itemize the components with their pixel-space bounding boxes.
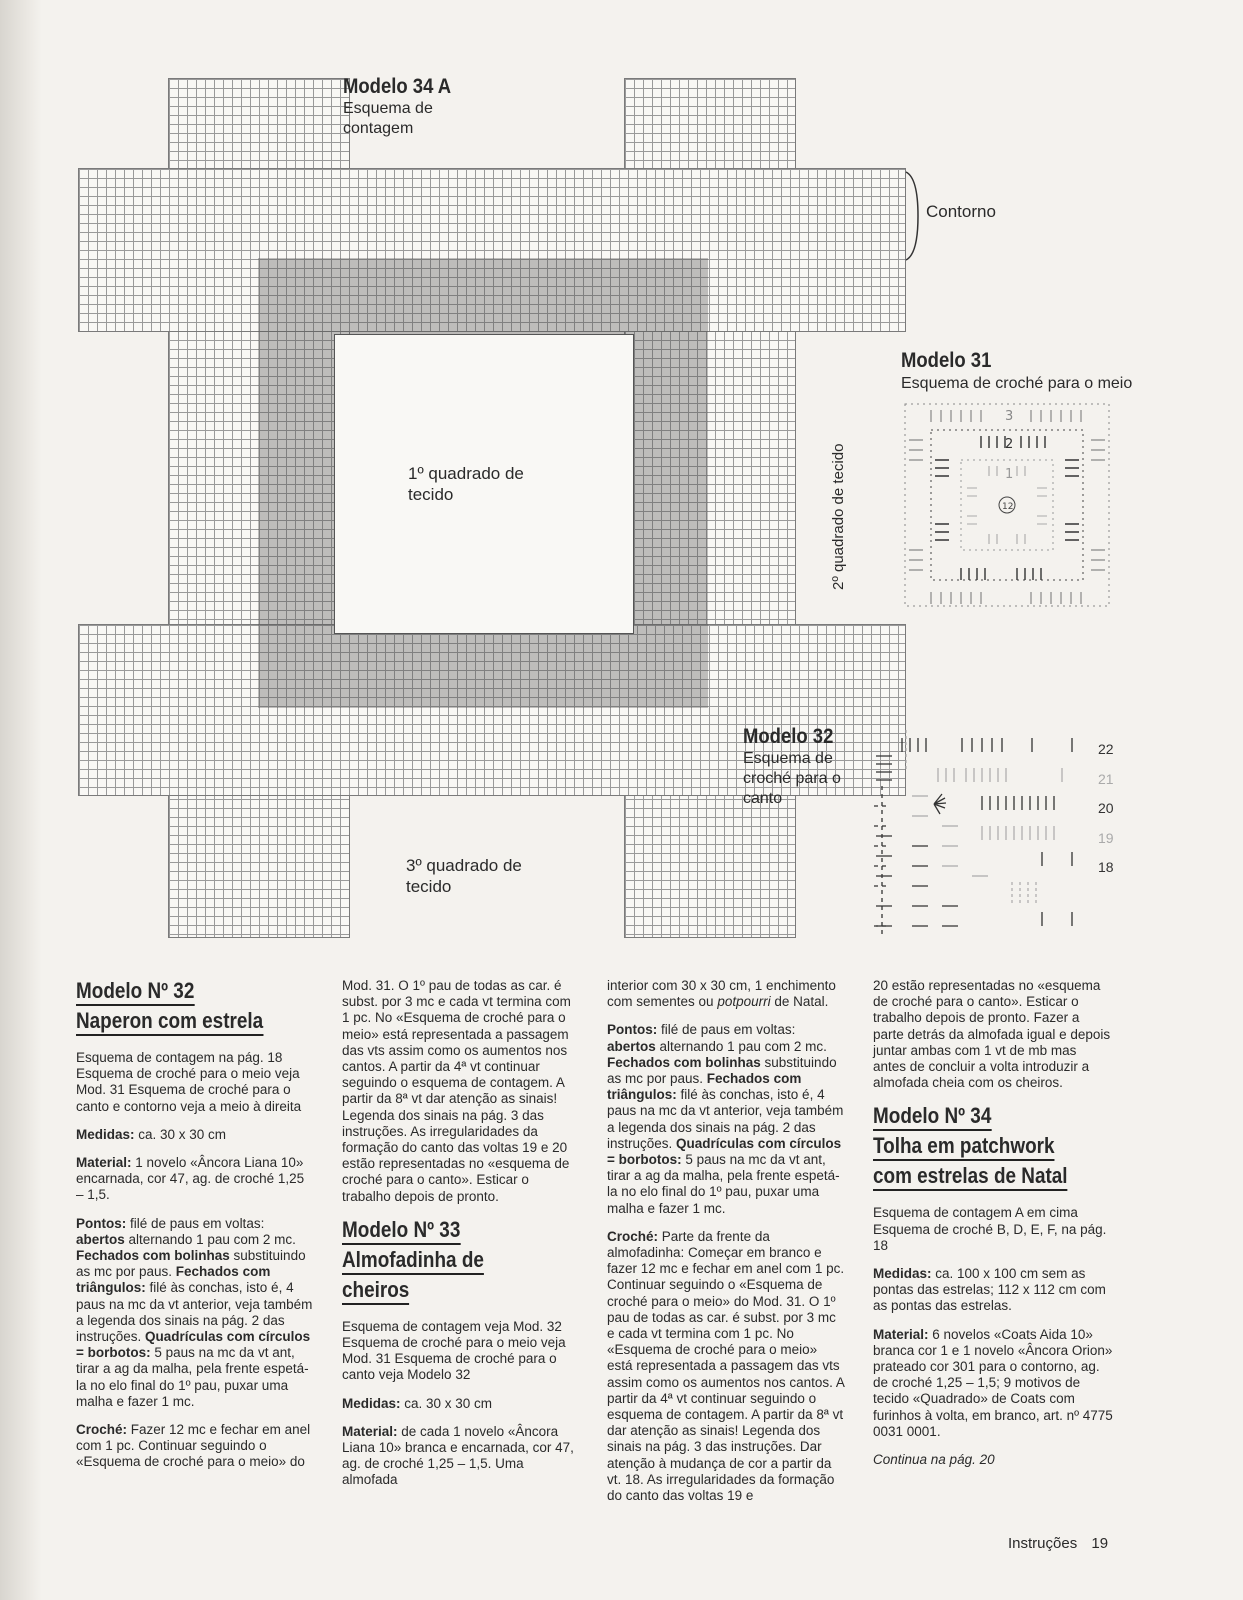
q3-label-a: 3º quadrado de [406, 856, 522, 875]
m34-continua: Continua na pág. 20 [873, 1452, 995, 1468]
row-19: 19 [1098, 829, 1114, 846]
row-21: 21 [1098, 770, 1114, 787]
m33-heading-1: Modelo Nº 33 [342, 1217, 460, 1245]
m32-material: Material: 1 novelo «Âncora Liana 10» encarnada, cor 47, ag. de croché 1,25 – 1,5. [76, 1155, 305, 1203]
m31-title: Modelo 31 [901, 349, 992, 372]
m33-pontos: Pontos: filé de paus em voltas: abertos alternando 1 pau com 2 mc. Fechados com bolinhas substituindo as mc por paus. Fechados com triângulos: filé às conchas, isto é, 4 paus na mc da vt anterior, veja também a legenda dos sinais na pág. 2 das instruções. Quadrículas com círculos = borbotos: 5 paus na mc da vt ant, tirar a ag da malha, pela frente espetá-la no elo final do 1º pau, puxar uma malha e fazer 1 mc. [607, 1022, 844, 1216]
m32-pontos: Pontos: filé de paus em voltas: abertos alternando 1 pau com 2 mc. Fechados com bolinhas substituindo as mc por paus. Fechados com triângulos: filé às conchas, isto é, 4 paus na mc da vt anterior, veja também a legenda dos sinais na pág. 2 das instruções. Quadrículas com círculos = borbotos: 5 paus na mc da vt ant, tirar a ag da malha, pela frente espetá-la no elo final do 1º pau, puxar uma malha e fazer 1 mc. [76, 1215, 313, 1409]
m32-sub-3: canto [743, 790, 783, 807]
m32-row-labels [1098, 735, 1114, 883]
m32-title: Modelo 32 [743, 725, 834, 748]
m34-heading-3: com estrelas de Natal [873, 1163, 1068, 1191]
m33-almofada: interior com 30 x 30 cm, 1 enchimento com sementes ou potpourri de Natal. [607, 978, 836, 1010]
m34-material: Material: 6 novelos «Coats Aida 10» branca cor 1 e 1 novelo «Âncora Orion» prateado cor 301 para o contorno, ag. de croché 1,25 – 1,5; 9 motivos de tecido «Quadrado» de Coats com furinhos à volta, em branco, art. nº 4775 0031 0001. [873, 1326, 1113, 1439]
q3-label-b: tecido [406, 877, 452, 896]
column-1 [76, 978, 314, 1483]
fabric-center [334, 334, 634, 634]
m31-n2: 2 [1005, 437, 1014, 452]
m33-intro: Esquema de contagem veja Mod. 32 Esquema de croché para o meio veja Mod. 31 Esquema de croché para o canto veja Modelo 32 [342, 1318, 566, 1383]
m33-material: Material: de cada 1 novelo «Âncora Liana 10» branca e encarnada, cor 47, ag. de croché 1,25 – 1,5. Uma almofada [342, 1423, 574, 1488]
m31-n1: 1 [1005, 467, 1014, 482]
contorno-label: Contorno [926, 202, 996, 221]
m32-heading-2: Naperon com estrela [76, 1008, 263, 1036]
m34-heading-2: Tolha em patchwork [873, 1133, 1055, 1161]
m34-title: Modelo 34 A [343, 75, 452, 98]
m33-heading-3: cheiros [342, 1277, 409, 1305]
row-22: 22 [1098, 741, 1114, 757]
column-4 [873, 978, 1113, 1480]
m34-heading-1: Modelo Nº 34 [873, 1103, 991, 1131]
column-3 [607, 978, 845, 1516]
m34-sub-1: Esquema de [343, 100, 433, 117]
row-18: 18 [1098, 859, 1114, 875]
m34-medidas: Medidas: ca. 100 x 100 cm sem as pontas das estrelas; 112 x 112 cm com as pontas das estrelas. [873, 1266, 1106, 1314]
m31-diagram [901, 400, 1115, 610]
m31-n3: 3 [1005, 409, 1014, 424]
m32-medidas: Medidas: ca. 30 x 30 cm [76, 1126, 227, 1142]
m32-diagram [872, 726, 1094, 948]
column-2 [342, 978, 580, 1501]
m32-continued: Mod. 31. O 1º pau de todas as car. é subst. por 3 mc e cada vt termina com 1 pc. No «Esquema de croché para o meio» está representada a passagem das vts assim como os aumentos nos cantos. A partir da 4ª vt continuar seguindo o esquema de contagem. A partir da 8ª vt dar atenção as sinais! Legenda dos sinais na pág. 3 das instruções. As irregularidades da formação do canto das voltas 19 e 20 estão representadas no «esquema de croché para o canto». Esticar o trabalho depois de pronto. [342, 978, 571, 1204]
row-20: 20 [1098, 800, 1114, 816]
m31-sub: Esquema de croché para o meio [901, 375, 1133, 392]
page-gutter [0, 0, 42, 1600]
m33-final: 20 estão representadas no «esquema de croché para o canto». Esticar o trabalho depois de pronto. Fazer a parte detrás da almofada igual e depois juntar ambas com 1 vt de mb mas antes de concluir a volta introduzir a almofada cheia com os cheiros. [873, 978, 1111, 1091]
m32-intro: Esquema de contagem na pág. 18 Esquema de croché para o meio veja Mod. 31 Esquema de croché para o canto e contorno veja a meio à direita [76, 1050, 302, 1114]
m32-sub-2: croché para o [743, 770, 841, 787]
footer [1008, 1535, 1108, 1552]
m34-sub-2: contagem [343, 120, 414, 137]
q1-label-b: tecido [408, 485, 454, 504]
m31-n12: 12 [1002, 502, 1014, 512]
page-number: 19 [1091, 1535, 1109, 1552]
m34-intro: Esquema de contagem A em cima Esquema de croché B, D, E, F, na pág. 18 [873, 1205, 1107, 1253]
fabric-frame-left [258, 334, 334, 632]
footer-section: Instruções [1008, 1535, 1078, 1552]
q1-label-a: 1º quadrado de [408, 464, 524, 483]
fabric-frame-bottom [258, 632, 708, 708]
m32-heading-1: Modelo Nº 32 [76, 978, 194, 1006]
q2-label: 2º quadrado de tecido [830, 443, 847, 590]
m32-croche: Croché: Fazer 12 mc e fechar em anel com 1 pc. Continuar seguindo o «Esquema de croché para o meio» do [76, 1422, 311, 1470]
m33-medidas: Medidas: ca. 30 x 30 cm [342, 1395, 493, 1411]
contorno-bracket [904, 170, 924, 262]
fabric-frame-top [258, 258, 708, 334]
m33-heading-2: Almofadinha de [342, 1247, 484, 1275]
m32-sub-1: Esquema de [743, 750, 833, 767]
fabric-frame-right [632, 334, 708, 632]
m33-croche: Croché: Parte da frente da almofadinha: Começar em branco e fazer 12 mc e fechar em anel com 1 pc. Continuar seguindo o «Esquema de croché para o meio» do Mod. 31. O 1º pau de todas as car. é subst. por 3 mc e cada vt termina com 1 pc. No «Esquema de croché para o meio» está representada a passagem das vts assim como os aumentos nos cantos. A partir da 4ª vt continuar seguindo o esquema de contagem. A partir da 8ª vt dar atenção as sinais! Legenda dos sinais na pág. 3 das instruções. Dar atenção à mudança de cor a partir da vt. 18. As irregularidades da formação do canto das voltas 19 e [607, 1228, 845, 1504]
